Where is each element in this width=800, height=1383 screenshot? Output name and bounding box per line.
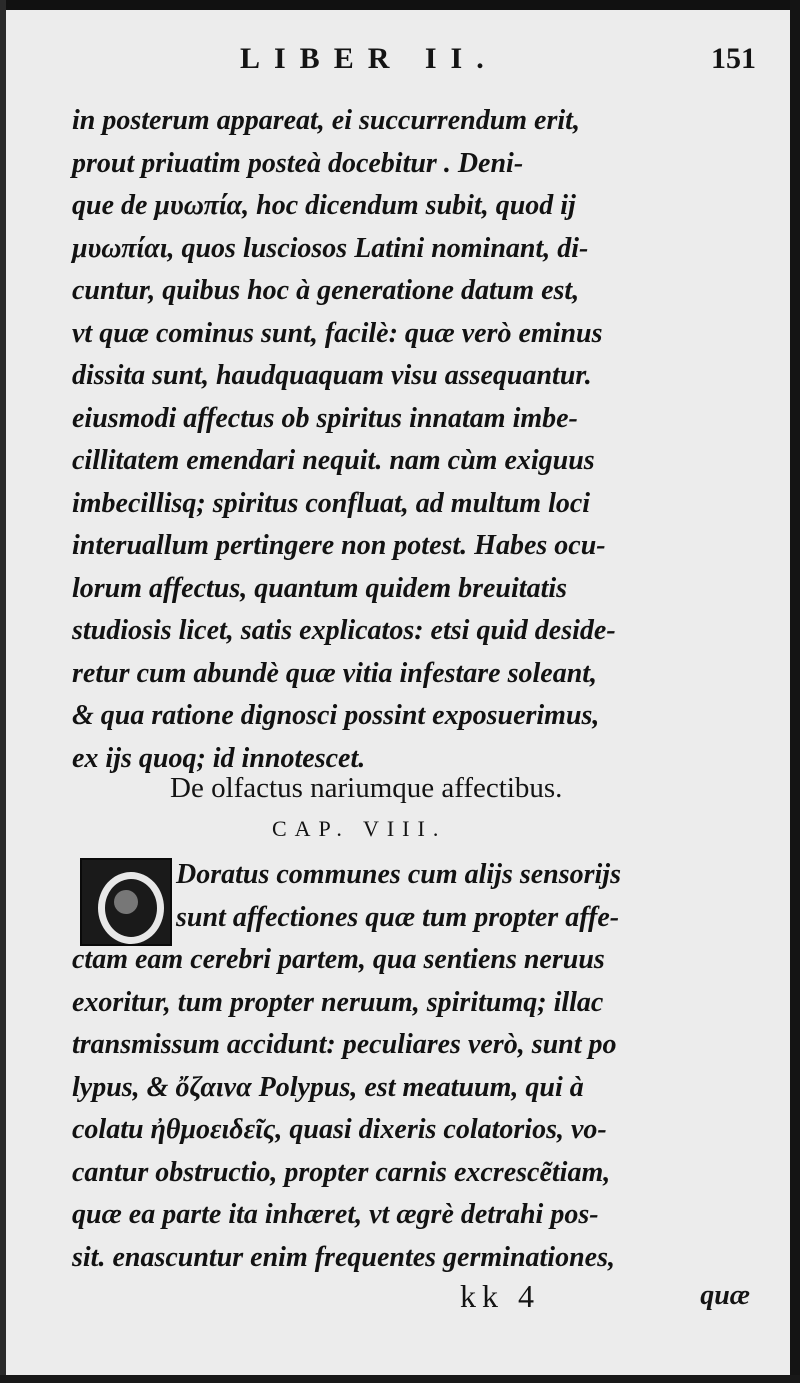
scan-edge-right [790,0,800,1383]
text-line: interuallum pertingere non potest. Habes ocu- [72,530,606,561]
text-line: retur cum abundè quæ vitia infestare soleant, [72,657,598,689]
text-line: cuntur, quibus hoc à generatione datum est, [72,275,580,306]
text-line: vt quæ cominus sunt, facilè: quæ verò eminus [72,317,603,349]
text-line: que de μυωπία, hoc dicendum subit, quod ij [72,190,576,221]
scan-edge-bottom [0,1375,800,1383]
text-line: sit. enascuntur enim frequentes germinationes, [72,1241,615,1273]
text-line: prout priuatim posteà docebitur . Deni- [72,147,524,179]
chapter-title: De olfactus nariumque affectibus. [170,772,563,804]
text-line: sunt affectiones quæ tum propter affe- [176,901,620,933]
running-title: LIBER II. [240,42,498,75]
text-line: Doratus communes cum alijs sensorijs [176,859,621,890]
text-line: quæ ea parte ita inhæret, vt ægrè detrahi pos- [72,1199,599,1230]
page-number: 151 [711,42,756,75]
body-text [72,100,732,780]
running-head [0,42,800,92]
text-line: studiosis licet, satis explicatos: etsi quid deside- [72,615,616,646]
scan-edge-left [0,0,6,1383]
text-line: lorum affectus, quantum quidem breuitatis [72,572,568,604]
text-line: cantur obstructio, propter carnis excrescẽtiam, [72,1156,611,1188]
text-line: eiusmodi affectus ob spiritus innatam imbe- [72,402,578,434]
text-line: colatu ἠθμοειδεῖς, quasi dixeris colatorios, vo- [72,1114,607,1145]
text-line: transmissum accidunt: peculiares verò, sunt po [72,1029,617,1060]
text-line: exoritur, tum propter neruum, spiritumq; illac [72,986,604,1018]
text-line: cillitatem emendari nequit. nam cùm exiguus [72,445,595,476]
chapter-number: CAP. VIII. [272,816,447,841]
scan-edge-top [0,0,800,10]
text-line: dissita sunt, haudquaquam visu assequantur. [72,360,592,391]
catchword: quæ [700,1280,750,1311]
text-line: ex ijs quoq; id innotescet. [72,742,366,774]
chapter-text [72,854,732,1279]
text-line: imbecillisq; spiritus confluat, ad multum loci [72,487,591,519]
text-line: & qua ratione dignosci possint exposuerimus, [72,700,600,731]
text-line: μυωπίαι, quos lusciosos Latini nominant, di- [72,232,589,264]
text-line: lypus, & ὄζαινα Polypus, est meatuum, qui à [72,1071,584,1103]
text-line: ctam eam cerebri partem, qua sentiens neruus [72,944,605,975]
text-line: in posterum appareat, ei succurrendum erit, [72,105,580,136]
signature-mark: kk 4 [460,1278,540,1314]
